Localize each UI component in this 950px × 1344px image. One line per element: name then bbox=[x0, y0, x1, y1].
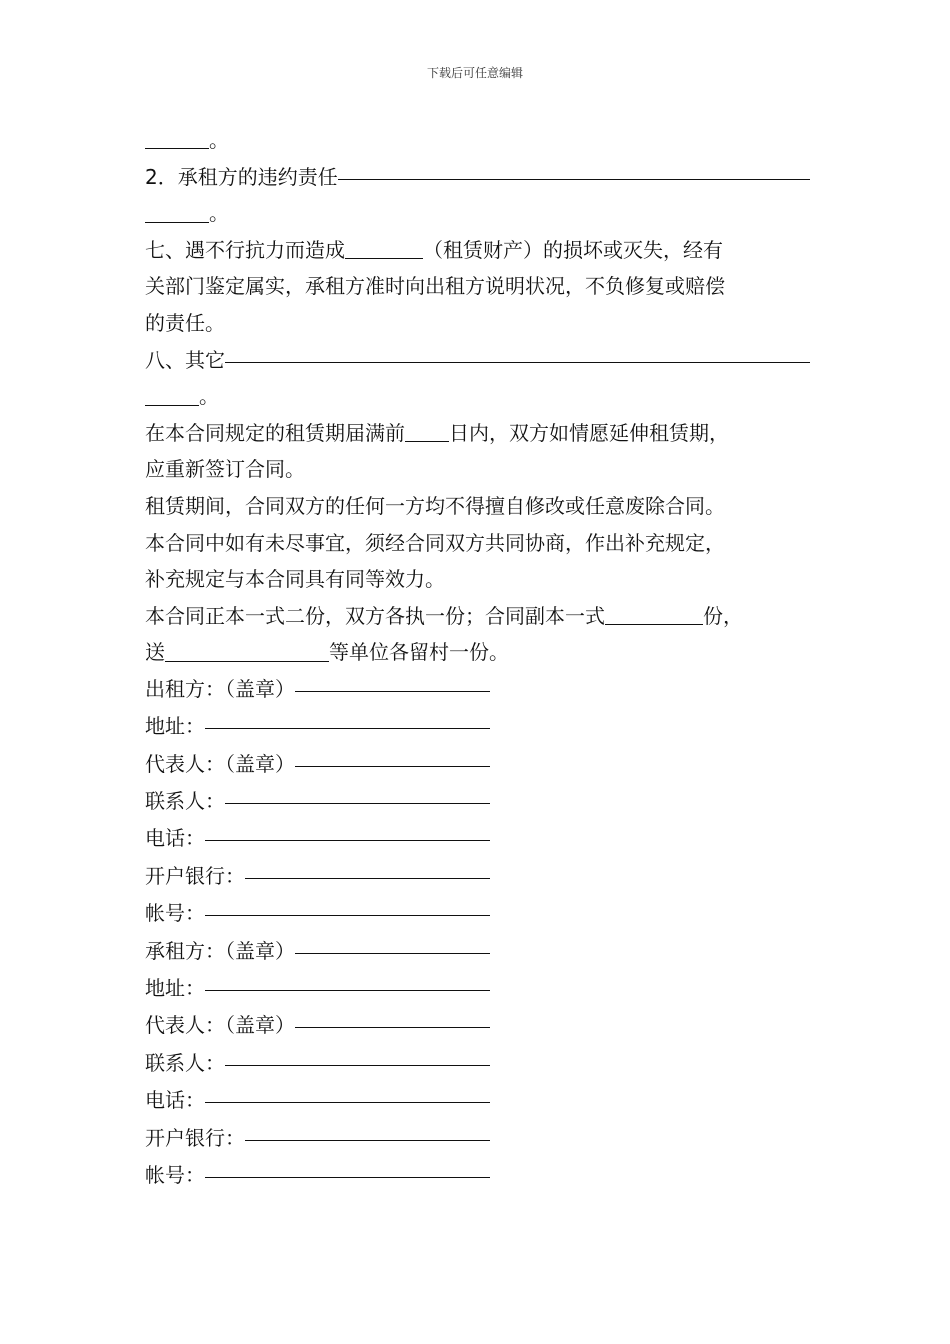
fill-blank[interactable] bbox=[405, 421, 449, 442]
lessor-bank-row: 开户银行： bbox=[145, 858, 490, 895]
fill-blank[interactable] bbox=[205, 895, 490, 916]
para-no-modify: 租赁期间，合同双方的任何一方均不得擅自修改或任意废除合同。 bbox=[145, 493, 725, 518]
para-copies-1: 本合同正本一式二份，双方各执一份；合同副本一式 份， bbox=[145, 603, 743, 628]
fill-blank[interactable] bbox=[145, 202, 209, 223]
fill-blank[interactable] bbox=[165, 641, 329, 662]
fill-blank[interactable] bbox=[605, 604, 703, 625]
para-renewal-2: 应重新签订合同。 bbox=[145, 457, 305, 482]
fill-blank[interactable] bbox=[245, 858, 490, 879]
fill-blank[interactable] bbox=[205, 820, 490, 841]
para-copies-2: 送 等单位各留村一份。 bbox=[145, 640, 509, 665]
lessor-name-row: 出租方：（盖章） bbox=[145, 671, 490, 708]
fill-blank[interactable] bbox=[338, 159, 810, 180]
fill-blank[interactable] bbox=[345, 238, 423, 259]
lessee-contact-row: 联系人： bbox=[145, 1045, 490, 1082]
fill-blank[interactable] bbox=[205, 1082, 490, 1103]
lessor-rep-row: 代表人：（盖章） bbox=[145, 746, 490, 783]
fill-blank[interactable] bbox=[225, 783, 490, 804]
fill-blank[interactable] bbox=[205, 708, 490, 729]
para-supplement-2: 补充规定与本合同具有同等效力。 bbox=[145, 567, 445, 592]
clause-7-line-2: 关部门鉴定属实，承租方准时向出租方说明状况，不负修复或赔偿 bbox=[145, 274, 725, 299]
lessee-phone-row: 电话： bbox=[145, 1082, 490, 1119]
line-blank-end: 。 bbox=[145, 378, 810, 415]
lessee-signature-block bbox=[145, 933, 810, 1195]
fill-blank[interactable] bbox=[295, 933, 490, 954]
lessee-bank-row: 开户银行： bbox=[145, 1120, 490, 1157]
clause-8: 八、其它 bbox=[145, 342, 810, 379]
contract-body bbox=[145, 122, 810, 1194]
lessee-account-row: 帐号： bbox=[145, 1157, 490, 1194]
lessor-contact-row: 联系人： bbox=[145, 783, 490, 820]
lessor-account-row: 帐号： bbox=[145, 895, 490, 932]
lessee-address-row: 地址： bbox=[145, 970, 490, 1007]
page-header: 下载后可任意编辑 bbox=[426, 66, 523, 80]
fill-blank[interactable] bbox=[225, 342, 810, 363]
lessor-address-row: 地址： bbox=[145, 708, 490, 745]
fill-blank[interactable] bbox=[145, 128, 209, 149]
fill-blank[interactable] bbox=[295, 1007, 490, 1028]
clause-lessee-liability: 2．承租方的违约责任 bbox=[145, 159, 810, 196]
fill-blank[interactable] bbox=[295, 746, 490, 767]
line-blank-end: 。 bbox=[145, 195, 810, 232]
fill-blank[interactable] bbox=[205, 970, 490, 991]
fill-blank[interactable] bbox=[145, 385, 199, 406]
lessor-signature-block bbox=[145, 671, 810, 933]
lessor-phone-row: 电话： bbox=[145, 820, 490, 857]
para-renewal-1: 在本合同规定的租赁期届满前 日内，双方如情愿延伸租赁期， bbox=[145, 420, 729, 445]
lessee-rep-row: 代表人：（盖章） bbox=[145, 1007, 490, 1044]
fill-blank[interactable] bbox=[295, 671, 490, 692]
para-supplement-1: 本合同中如有未尽事宜，须经合同双方共同协商，作出补充规定， bbox=[145, 530, 725, 555]
clause-7-line-1: 七、遇不行抗力而造成 （租赁财产）的损坏或灭失，经有 bbox=[145, 237, 723, 262]
fill-blank[interactable] bbox=[205, 1157, 490, 1178]
lessee-name-row: 承租方：（盖章） bbox=[145, 933, 490, 970]
fill-blank[interactable] bbox=[225, 1045, 490, 1066]
line-blank-end: 。 bbox=[145, 122, 810, 159]
fill-blank[interactable] bbox=[245, 1120, 490, 1141]
clause-7-line-3: 的责任。 bbox=[145, 310, 225, 335]
